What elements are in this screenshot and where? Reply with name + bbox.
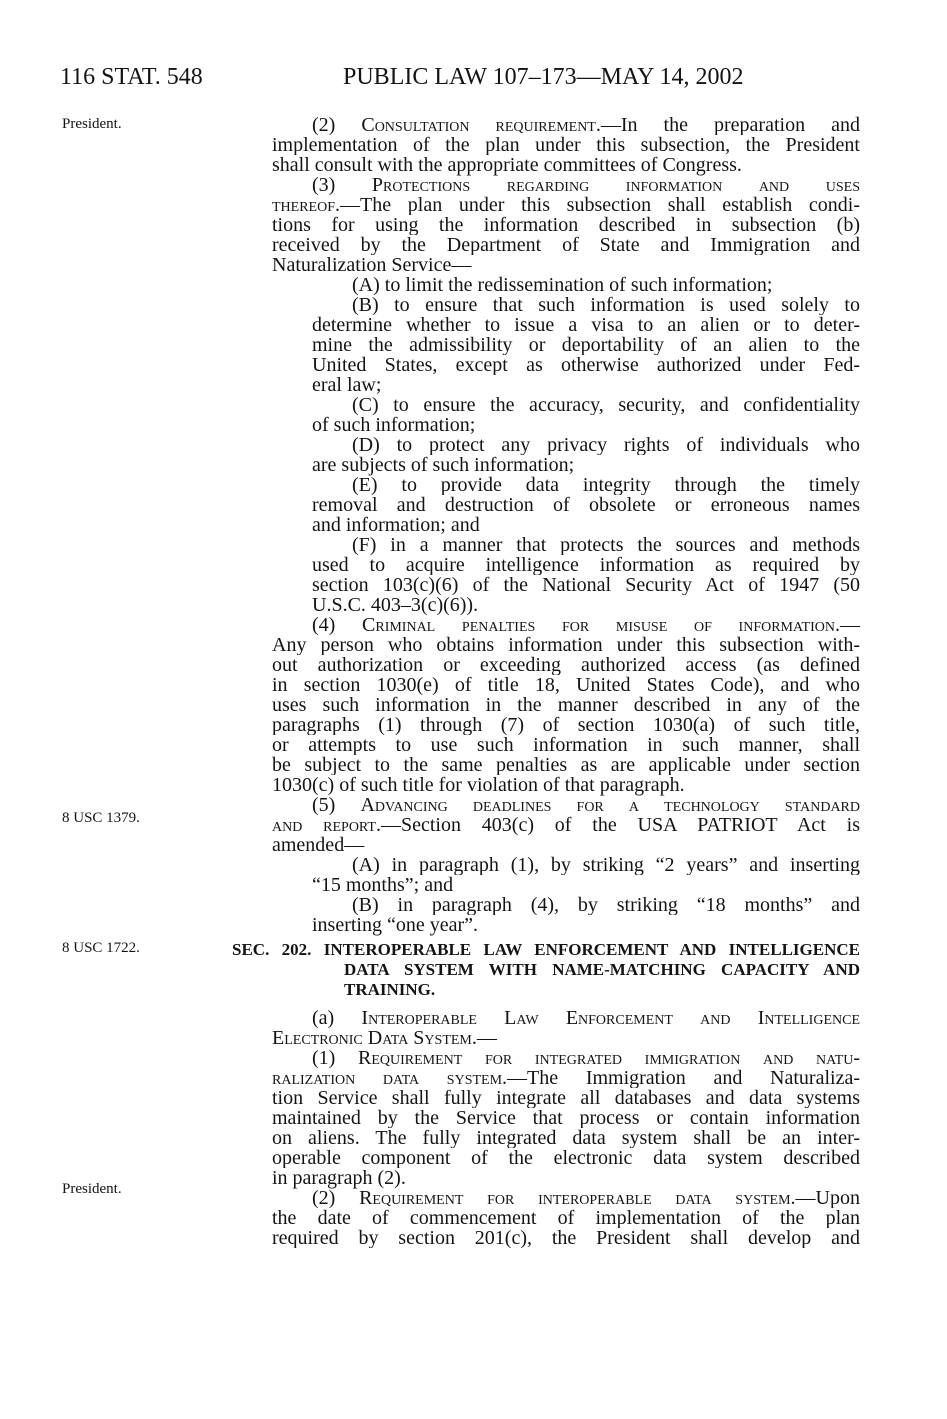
para-5-a-line-1: (A) in paragraph (1), by striking “2 years” and inserting	[352, 855, 860, 875]
sub-b-line-1: (B) to ensure that such information is used solely to	[352, 295, 860, 315]
sub-b-line-3: mine the admissibility or deportability of an alien to the	[312, 335, 860, 355]
para-3-line-1: (3) Protections regarding information and uses	[312, 175, 860, 195]
para-4-line-7: or attempts to use such information in such manner, shall	[272, 735, 860, 755]
sub-f-line-4: U.S.C. 403–3(c)(6)).	[312, 594, 479, 616]
sub-2-line-3: required by section 201(c), the President shall develop and	[272, 1228, 860, 1248]
para-4-line-5: uses such information in the manner described in any of the	[272, 695, 860, 715]
margin-note-president-2: President.	[62, 1181, 122, 1197]
subsection-a-line-1: (a) Interoperable Law Enforcement and Intelligence	[312, 1008, 860, 1028]
para-2-line-1: (2) Consultation requirement.—In the preparation and	[312, 115, 860, 135]
para-5-b-line-1: (B) in paragraph (4), by striking “18 months” and	[352, 895, 860, 915]
para-3-line-5: Naturalization Service—	[272, 254, 472, 276]
running-head: PUBLIC LAW 107–173—MAY 14, 2002	[343, 64, 744, 90]
sub-2-line-1: (2) Requirement for interoperable data system.—Upon	[312, 1188, 860, 1208]
sub-e-line-2: removal and destruction of obsolete or erroneous names	[312, 495, 860, 515]
margin-note-usc-1722: 8 USC 1722.	[62, 940, 140, 956]
para-3-line-2: thereof.—The plan under this subsection shall establish condi-	[272, 195, 860, 215]
sub-1-line-2: ralization data system.—The Immigration and Naturaliza-	[272, 1068, 860, 1088]
sub-b-line-2: determine whether to issue a visa to an alien or to deter-	[312, 315, 860, 335]
sub-f-line-2: used to acquire intelligence information as required by	[312, 555, 860, 575]
para-4-line-2: Any person who obtains information under this subsection with-	[272, 635, 860, 655]
sub-c-line-1: (C) to ensure the accuracy, security, and confidentiality	[352, 395, 860, 415]
para-5-a-line-2: “15 months”; and	[312, 874, 454, 896]
sub-e-line-1: (E) to provide data integrity through the timely	[352, 475, 860, 495]
para-4-line-6: paragraphs (1) through (7) of section 1030(a) of such title,	[272, 715, 860, 735]
sub-f-line-3: section 103(c)(6) of the National Security Act of 1947 (50	[312, 575, 860, 595]
para-5-line-3: amended—	[272, 834, 365, 856]
para-3-line-3: tions for using the information described in subsection (b)	[272, 215, 860, 235]
para-2-line-3: shall consult with the appropriate committees of Congress.	[272, 154, 742, 176]
margin-note-usc-1379: 8 USC 1379.	[62, 810, 140, 826]
sub-e-line-3: and information; and	[312, 514, 480, 536]
para-5-line-1: (5) Advancing deadlines for a technology standard	[312, 795, 860, 815]
sub-d-line-2: are subjects of such information;	[312, 454, 575, 476]
margin-note-president: President.	[62, 116, 122, 132]
section-heading-line-2: DATA SYSTEM WITH NAME-MATCHING CAPACITY AND	[344, 960, 860, 979]
para-4-line-1: (4) Criminal penalties for misuse of information.—	[312, 615, 860, 635]
sub-1-line-6: operable component of the electronic data system described	[272, 1148, 860, 1168]
para-2-line-2: implementation of the plan under this subsection, the President	[272, 135, 860, 155]
para-3-line-4: received by the Department of State and Immigration and	[272, 235, 860, 255]
para-4-line-9: 1030(c) of such title for violation of that paragraph.	[272, 774, 685, 796]
para-4-line-3: out authorization or exceeding authorized access (as defined	[272, 655, 860, 675]
sub-1-line-5: on aliens. The fully integrated data system shall be an inter-	[272, 1128, 860, 1148]
sub-d-line-1: (D) to protect any privacy rights of individuals who	[352, 435, 860, 455]
sub-b-line-5: eral law;	[312, 374, 382, 396]
para-4-line-8: be subject to the same penalties as are applicable under section	[272, 755, 860, 775]
sub-f-line-1: (F) in a manner that protects the sources and methods	[352, 535, 860, 555]
sub-1-line-4: maintained by the Service that process or contain information	[272, 1108, 860, 1128]
subsection-a-line-2: Electronic Data System.—	[272, 1027, 497, 1049]
para-5-line-2: and report.—Section 403(c) of the USA PATRIOT Act is	[272, 815, 860, 835]
sub-c-line-2: of such information;	[312, 414, 476, 436]
page-number: 116 STAT. 548	[60, 64, 203, 90]
para-5-b-line-2: inserting “one year”.	[312, 914, 479, 936]
para-4-line-4: in section 1030(e) of title 18, United States Code), and who	[272, 675, 860, 695]
section-heading-line-1: SEC. 202. INTEROPERABLE LAW ENFORCEMENT AND INTELLIGENCE	[232, 940, 860, 959]
sub-b-line-4: United States, except as otherwise authorized under Fed-	[312, 355, 860, 375]
sub-1-line-7: in paragraph (2).	[272, 1167, 406, 1189]
section-heading-line-3: TRAINING.	[344, 980, 436, 999]
sub-2-line-2: the date of commencement of implementation of the plan	[272, 1208, 860, 1228]
sub-a-line-1: (A) to limit the redissemination of such information;	[352, 274, 773, 296]
sub-1-line-3: tion Service shall fully integrate all databases and data systems	[272, 1088, 860, 1108]
sub-1-line-1: (1) Requirement for integrated immigration and natu-	[312, 1048, 860, 1068]
